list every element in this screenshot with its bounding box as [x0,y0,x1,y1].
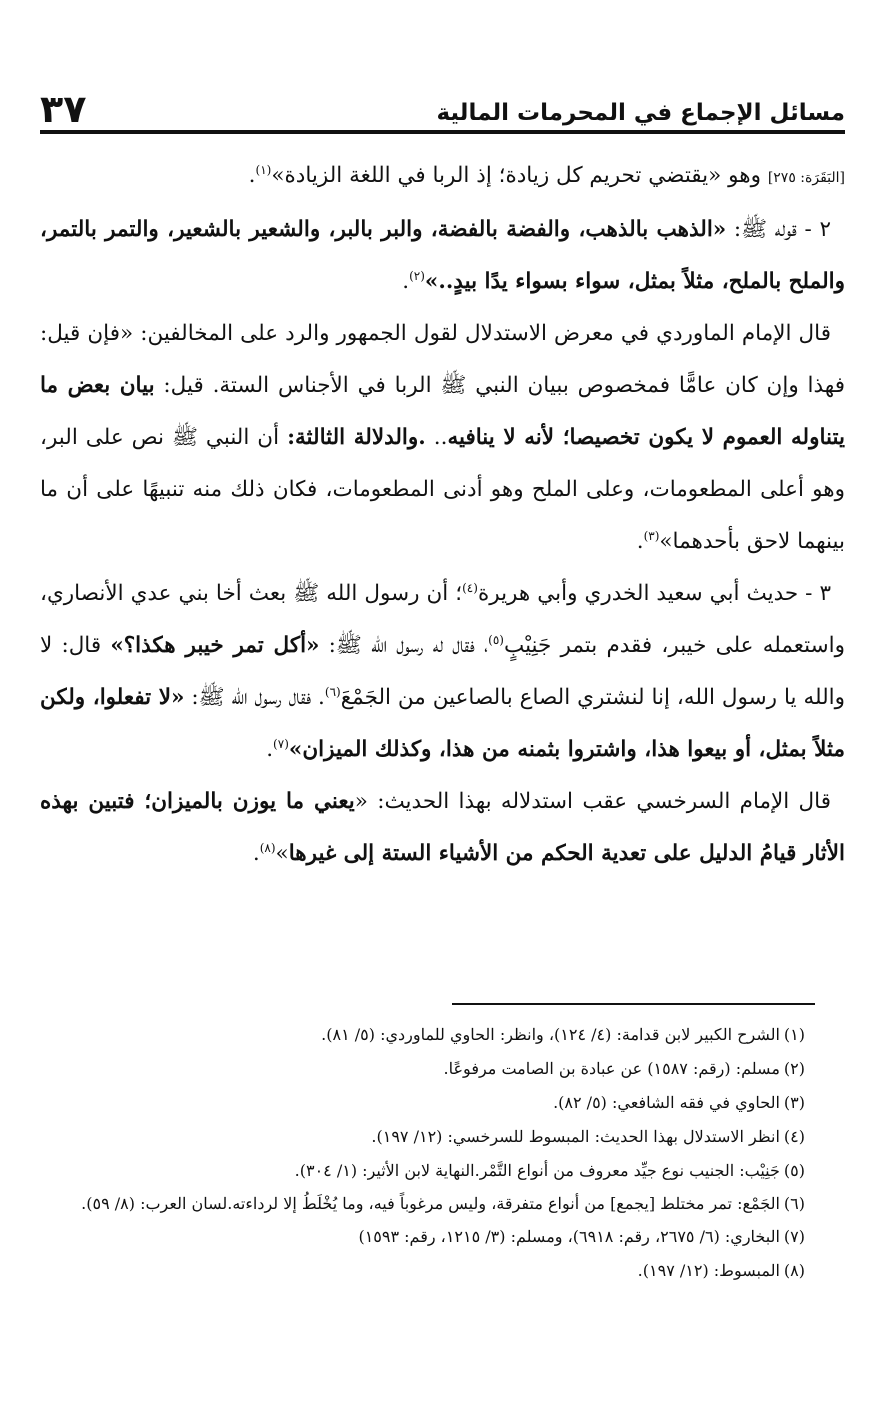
hadith-command: «لا تفعلوا، ولكن مثلاً بمثل، أو بيعوا هذا، واشتروا بثمنه من هذا، وكذلك الميزان» [40,685,845,762]
footnote-4 [40,1120,805,1154]
paragraph-1 [40,150,845,204]
punctuation: . [252,841,260,866]
hadith-narration: ؛ أن رسول الله ﷺ بعث أخا بني عدي الأنصاري، واستعمله على خيبر، فقدم بتمر جَنِيْبٍ [40,581,845,658]
paragraph-1-text: وهو «يقتضي تحريم كل زيادة؛ إذ الربا في اللغة الزيادة» [271,163,768,188]
punctuation: . [266,737,274,762]
footnote-marker-8: (٨) [259,840,276,855]
punctuation: . [636,529,644,554]
footnote-marker-2: (٢) [409,268,425,283]
footnote-text: مسلم: (رقم: ١٥٨٧) عن عبادة بن الصامت مرفوعًا. [443,1059,780,1078]
punctuation: . [402,269,410,294]
page-number: ٣٧ [40,87,87,131]
running-title: مسائل الإجماع في المحرمات المالية [436,100,845,126]
footnote-divider [452,1003,815,1005]
footnote-text: البخاري: (٦/ ٢٦٧٥، رقم: ٦٩١٨)، ومسلم: (٣/ ١٢١٥، رقم: ١٥٩٣) [358,1227,780,1246]
footnote-text: المبسوط: (١٢/ ١٩٧). [637,1261,780,1280]
page-header [40,78,845,134]
footnote-6 [40,1188,805,1220]
footnote-text: الجَمْع: تمر مختلط [يجمع] من أنواع متفرقة، وليس مرغوباً فيه، وما يُخْلَطُ إلا لرداءته.لسان العرب: (٨/ ٥٩). [81,1194,780,1213]
footnote-marker-3: (٣) [643,528,660,543]
sarakhsi-intro: قال الإمام السرخسي عقب استدلاله بهذا الحديث: « [354,789,831,814]
footnote-number: (٨) [783,1261,805,1280]
footnote-text: جَنِيْب: الجنيب نوع جيِّد معروف من أنواع التَّمْر.النهاية لابن الأثير: (١/ ٣٠٤). [294,1161,780,1180]
footnote-number: (٤) [783,1127,805,1146]
ellipsis: .. [425,425,448,450]
hadith-narration-cont: ، فقال له رسول الله ﷺ: [319,633,489,658]
footnote-1 [40,1018,805,1052]
footnote-5 [40,1154,805,1188]
footnote-text: الحاوي في فقه الشافعي: (٥/ ٨٢). [553,1093,780,1112]
paragraph-2 [40,204,845,308]
paragraph-3 [40,308,845,568]
footnote-8 [40,1254,805,1288]
third-evidence-label: .والدلالة الثالثة: [287,425,426,450]
paragraph-5 [40,776,845,880]
footnote-text: انظر الاستدلال بهذا الحديث: المبسوط للسرخسي: (١٢/ ١٩٧). [371,1127,780,1146]
quote-close: » [275,841,289,866]
footnote-7 [40,1220,805,1254]
footnote-marker-6: (٦) [324,684,341,699]
hadith-narration-cont-2: . فقال رسول الله ﷺ: [184,685,325,710]
footnote-marker-5: (٥) [488,632,504,647]
paragraph-4 [40,568,845,776]
footnote-number: (٧) [783,1227,805,1246]
footnote-2 [40,1052,805,1086]
footnote-text: الشرح الكبير لابن قدامة: (٤/ ١٢٤)، وانظر: الحاوي للماوردي: (٥/ ٨١). [321,1025,780,1044]
hadith-reply: قال: لا والله يا رسول الله، إنا لنشتري الصاع بالصاعين من الجَمْعَ [40,633,845,710]
mawardi-quote-cont: أن النبي ﷺ نص على البر، وهو أعلى المطعومات، وعلى الملح وهو أدنى المطعومات، فكان ذلك منه تنبيهًا على أن ما بينهما لاحق بأحدهما» [40,425,845,554]
footnote-3 [40,1086,805,1120]
item-2-intro: ٢ - قوله ﷺ: [726,217,831,242]
item-3-intro: ٣ - حديث أبي سعيد الخدري وأبي هريرة [477,581,831,606]
quran-reference: [البَقَرَة: ٢٧٥] [767,170,845,186]
punctuation: . [248,163,256,188]
footnote-number: (٣) [783,1093,805,1112]
footnotes [40,1018,805,1288]
sarakhsi-quote: يعني ما يوزن بالميزان؛ فتبين بهذه الأثار قيامُ الدليل على تعدية الحكم من الأشياء الستة إلى غيرها [40,789,845,866]
hadith-question: «أكل تمر خيبر هكذا؟» [110,633,320,658]
footnote-marker-7: (٧) [273,736,289,751]
main-text [40,150,845,880]
footnote-number: (٦) [783,1194,805,1213]
footnote-marker-1: (١) [255,162,272,177]
footnote-number: (٢) [783,1059,805,1078]
bold-quote: بيان بعض ما يتناوله العموم لا يكون تخصيصا؛ لأنه لا ينافيه [40,373,845,450]
hadith-text: «الذهب بالذهب، والفضة بالفضة، والبر بالبر، والشعير بالشعير، والتمر بالتمر، والملح بالملح، مثلاً بمثل، سواء بسواء يدًا بيدٍ..» [40,217,845,294]
footnote-marker-4: (٤) [462,580,478,595]
footnote-number: (٥) [783,1161,805,1180]
footnote-number: (١) [783,1025,805,1044]
mawardi-quote: قال الإمام الماوردي في معرض الاستدلال لقول الجمهور والرد على المخالفين: «فإن قيل: فهذا وإن كان عامًّا فمخصوص ببيان النبي ﷺ الربا في الأجناس الستة. قيل: [40,321,845,398]
